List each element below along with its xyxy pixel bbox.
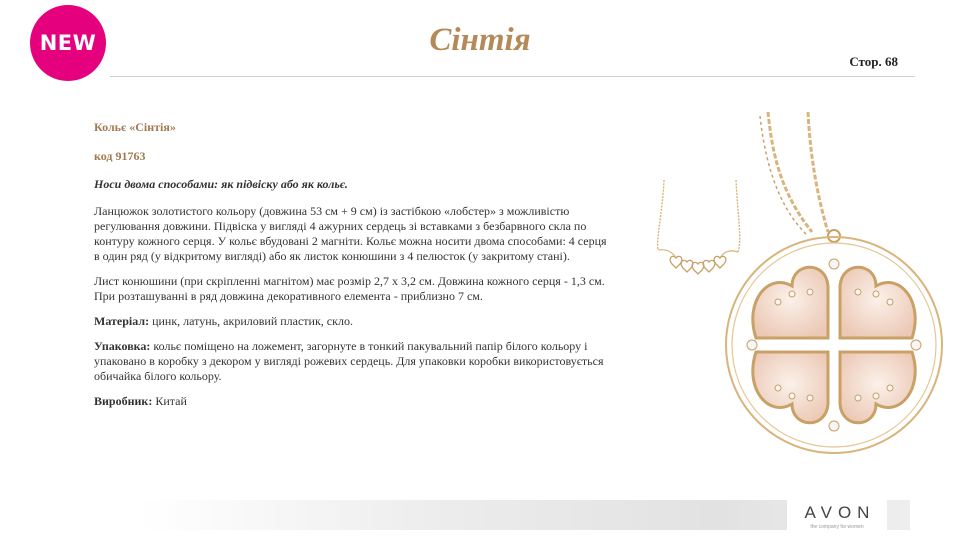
avon-tagline: the company for women [810,524,864,530]
avon-logo-text: AVON [804,503,876,522]
maker-label: Виробник: [94,394,153,408]
dimensions-paragraph: Лист конюшини (при скріпленні магнітом) має розмір 2,7 х 3,2 см. Довжина кожного серця - 1,3 см. При розташуванні в ряд довжина декоративного елемента - приблизно 7 см. [94,274,605,303]
material-value: цинк, латунь, акриловий пластик, скло. [149,314,353,328]
product-description [94,120,612,419]
material-line [94,314,612,329]
packing-line [94,339,612,384]
page-number: Стор. 68 [849,54,898,69]
description-paragraph: Ланцюжок золотистого кольору (довжина 53 см + 9 см) із застібкою «лобстер» з можливістю регулювання довжини. Підвіска у вигляді 4 ажурних сердець зі вставками з безбарвного скла по контуру кожного серця. У кольє вбудовані 2 магніти. Кольє можна носити двома способами: 4 серця в один ряд (у відкритому вигляді) або як листок конюшини з 4 пелюсток (у закритому стані). [94,204,607,263]
packing-value: кольє поміщено на ложемент, загорнуте в тонкий пакувальний папір білого кольору і упаковано в коробку з декором у вигляді рожевих сердець. Для упаковки коробки використовується обичайка білого кольору. [94,339,604,383]
maker-line [94,394,612,409]
header-divider [110,76,915,77]
product-code: код 91763 [94,149,146,163]
maker-value: Китай [152,394,187,408]
product-heading: Кольє «Сінтія» [94,120,176,134]
wear-note: Носи двома способами: як підвіску або як кольє. [94,177,348,191]
clover-pendant-image [716,112,952,484]
new-badge-label: NEW [39,31,97,55]
packing-label: Упаковка: [94,339,151,353]
material-label: Матеріал: [94,314,150,328]
page-title: Сінтія [429,22,531,58]
avon-logo [787,497,887,537]
